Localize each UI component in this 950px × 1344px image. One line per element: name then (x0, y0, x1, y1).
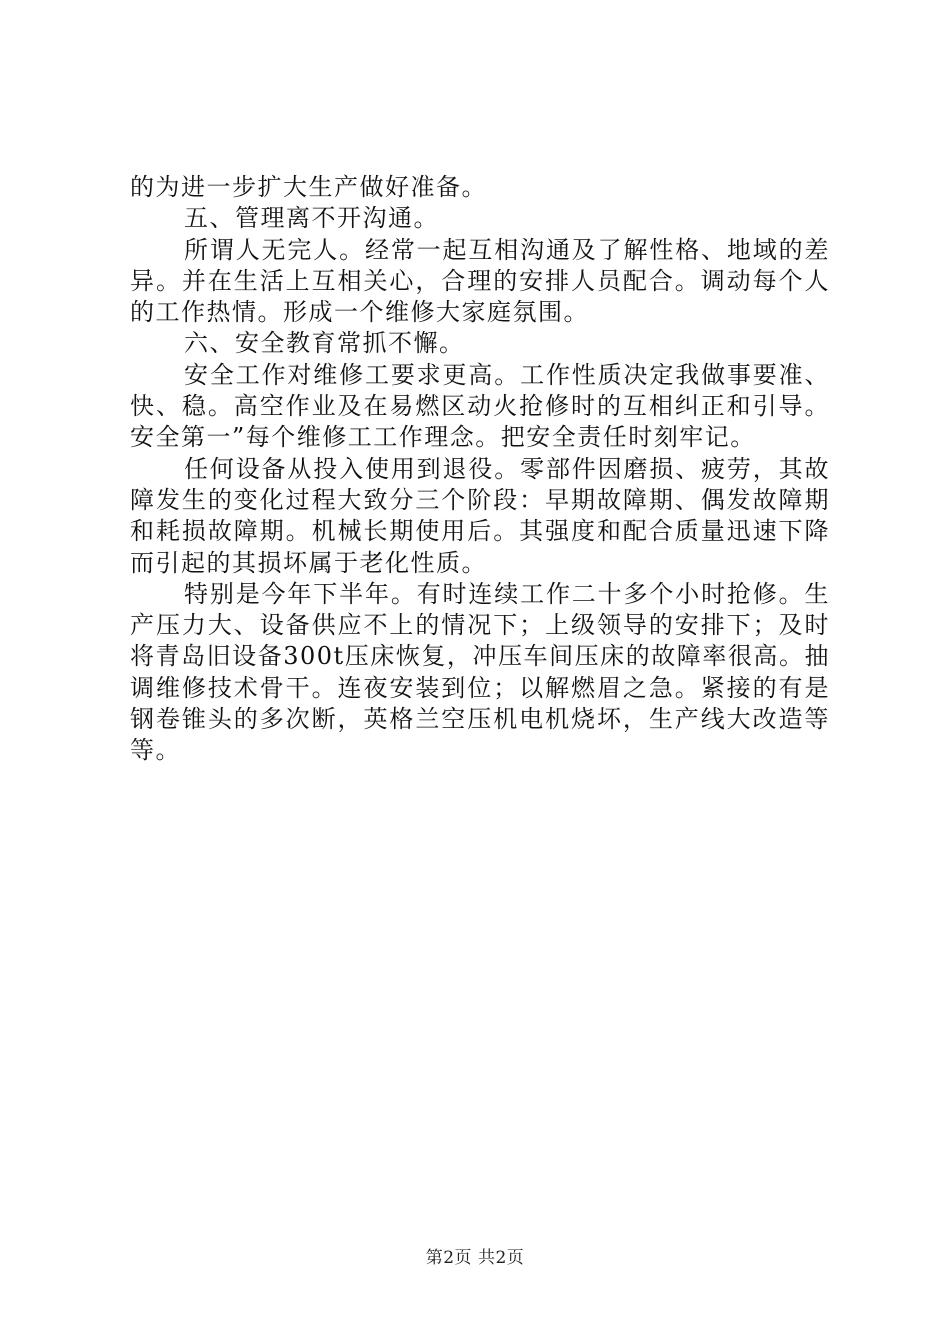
paragraph: 任何设备从投入使用到退役。零部件因磨损、疲劳，其故障发生的变化过程大致分三个阶段：早期故障期、偶发故障期和耗损故障期。机械长期使用后。其强度和配合质量迅速下降而引起的其损坏属于老化性质。 (130, 454, 830, 577)
paragraph: 所谓人无完人。经常一起互相沟通及了解性格、地域的差异。并在生活上互相关心，合理的安排人员配合。调动每个人的工作热情。形成一个维修大家庭氛围。 (130, 235, 830, 327)
paragraph: 安全工作对维修工要求更高。工作性质决定我做事要准、快、稳。高空作业及在易燃区动火抢修时的互相纠正和引导。安全第一”每个维修工工作理念。把安全责任时刻牢记。 (130, 360, 830, 452)
paragraph: 的为进一步扩大生产做好准备。 (130, 173, 487, 201)
section-heading-communication: 五、管理离不开沟通。 (184, 204, 439, 233)
page-number-footer: 第2页 共2页 (425, 1248, 525, 1268)
section-heading-safety: 六、安全教育常抓不懈。 (184, 329, 465, 358)
document-body (130, 172, 830, 767)
paragraph: 特别是今年下半年。有时连续工作二十多个小时抢修。生产压力大、设备供应不上的情况下；上级领导的安排下；及时将青岛旧设备300t压床恢复，冲压车间压床的故障率很高。抽调维修技术骨干。连夜安装到位；以解燃眉之急。紧接的有是钢卷锥头的多次断，英格兰空压机电机烧坏，生产线大改造等等。 (130, 579, 830, 765)
